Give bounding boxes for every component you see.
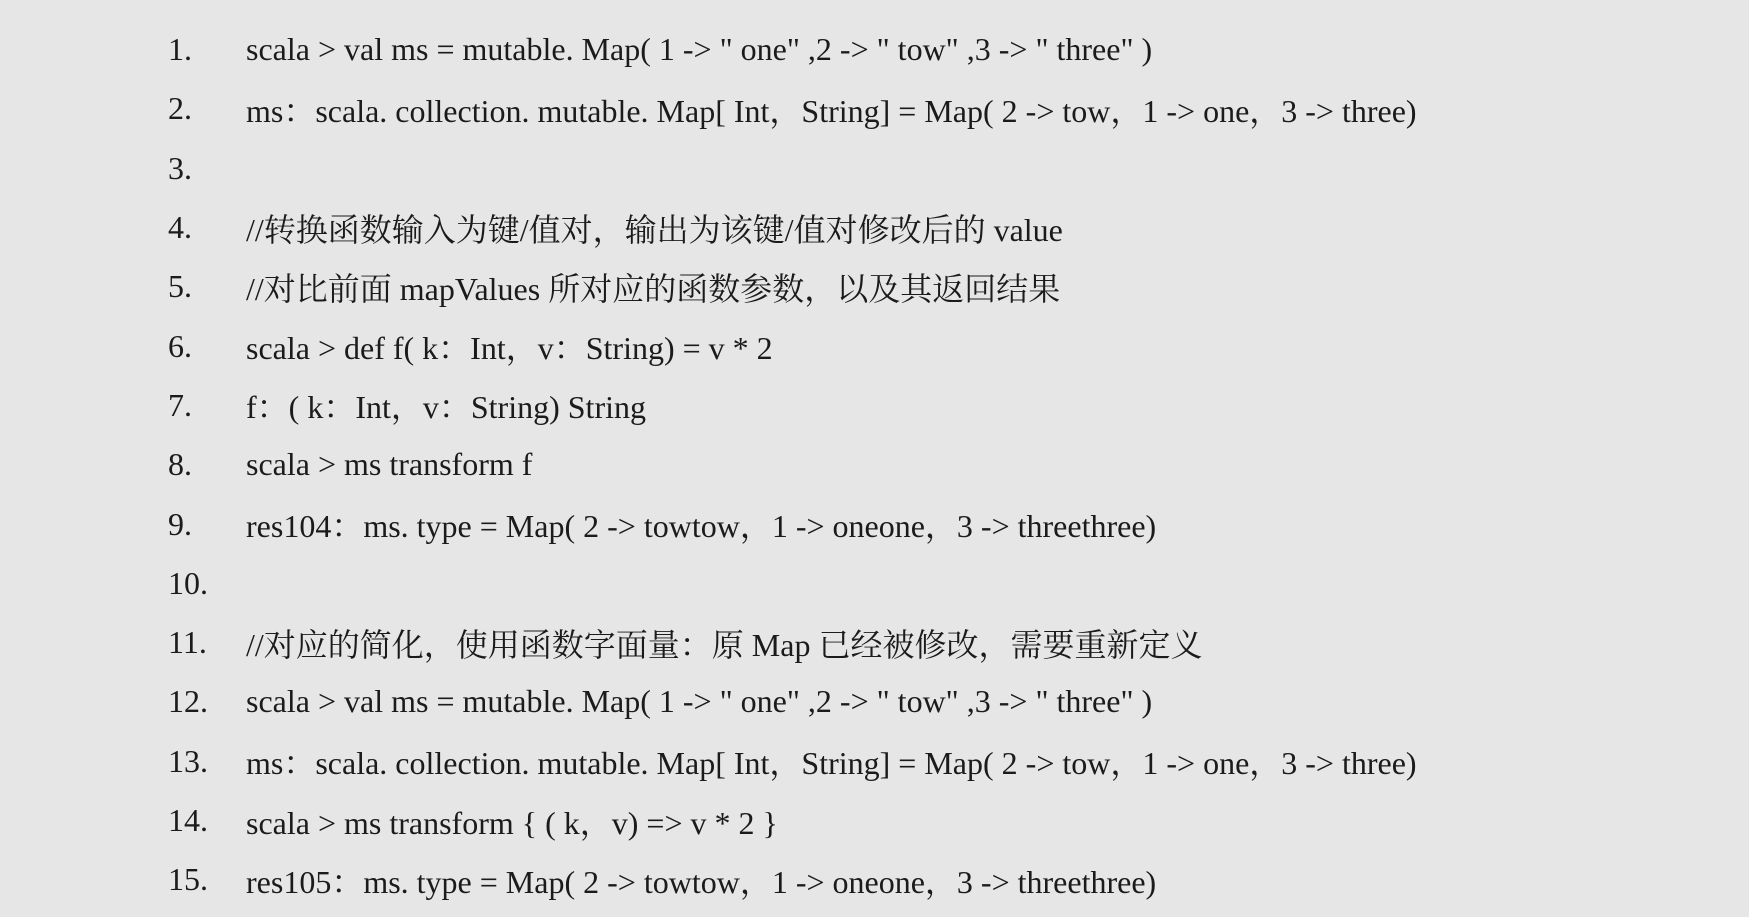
code-line	[0, 376, 1749, 435]
code-line	[0, 139, 1749, 198]
code-line	[0, 672, 1749, 731]
line-number: 11.	[168, 624, 207, 661]
line-text: scala > ms transform { ( k，v) => v * 2 }	[246, 804, 778, 841]
line-text: scala > ms transform f	[246, 446, 533, 483]
code-line	[0, 613, 1749, 672]
code-line	[0, 791, 1749, 850]
line-text: //转换函数输入为键/值对，输出为该键/值对修改后的 value	[246, 211, 1063, 248]
code-line	[0, 435, 1749, 494]
code-line	[0, 198, 1749, 257]
line-text: scala > def f( k：Int，v：String) = v * 2	[246, 330, 773, 367]
line-text: f：( k：Int，v：String) String	[246, 389, 646, 426]
code-line	[0, 494, 1749, 553]
code-line	[0, 20, 1749, 79]
line-number: 10.	[168, 564, 208, 601]
line-text: //对比前面 mapValues 所对应的函数参数，以及其返回结果	[246, 270, 1061, 307]
code-line	[0, 850, 1749, 909]
line-number: 1.	[168, 31, 192, 68]
line-text: res104：ms. type = Map( 2 -> towtow，1 -> oneone，3 -> threethree)	[246, 508, 1157, 545]
line-number: 7.	[168, 386, 192, 423]
line-number: 5.	[168, 268, 192, 305]
line-number: 13.	[168, 742, 208, 779]
line-number: 12.	[168, 683, 208, 720]
line-text: //对应的简化，使用函数字面量：原 Map 已经被修改，需要重新定义	[246, 626, 1203, 663]
line-text: ms：scala. collection. mutable. Map[ Int，String] = Map( 2 -> tow，1 -> one，3 -> three)	[246, 745, 1417, 782]
line-number: 6.	[168, 327, 192, 364]
line-number: 2.	[168, 90, 192, 127]
line-number: 3.	[168, 149, 192, 186]
line-text: res105：ms. type = Map( 2 -> towtow，1 -> oneone，3 -> threethree)	[246, 863, 1157, 900]
line-text: scala > val ms = mutable. Map( 1 -> " one" ,2 -> " tow" ,3 -> " three" )	[246, 683, 1153, 720]
code-line	[0, 257, 1749, 316]
code-line	[0, 79, 1749, 138]
code-line	[0, 554, 1749, 613]
line-number: 14.	[168, 802, 208, 838]
code-lines	[0, 20, 1749, 910]
line-number: 15.	[168, 861, 208, 898]
code-line	[0, 316, 1749, 375]
line-text: ms：scala. collection. mutable. Map[ Int，String] = Map( 2 -> tow，1 -> one，3 -> three)	[246, 92, 1417, 129]
line-number: 9.	[168, 505, 192, 542]
code-line	[0, 732, 1749, 791]
line-text: scala > val ms = mutable. Map( 1 -> " one" ,2 -> " tow" ,3 -> " three" )	[246, 31, 1153, 68]
line-number: 8.	[168, 446, 192, 483]
line-number: 4.	[168, 209, 192, 246]
